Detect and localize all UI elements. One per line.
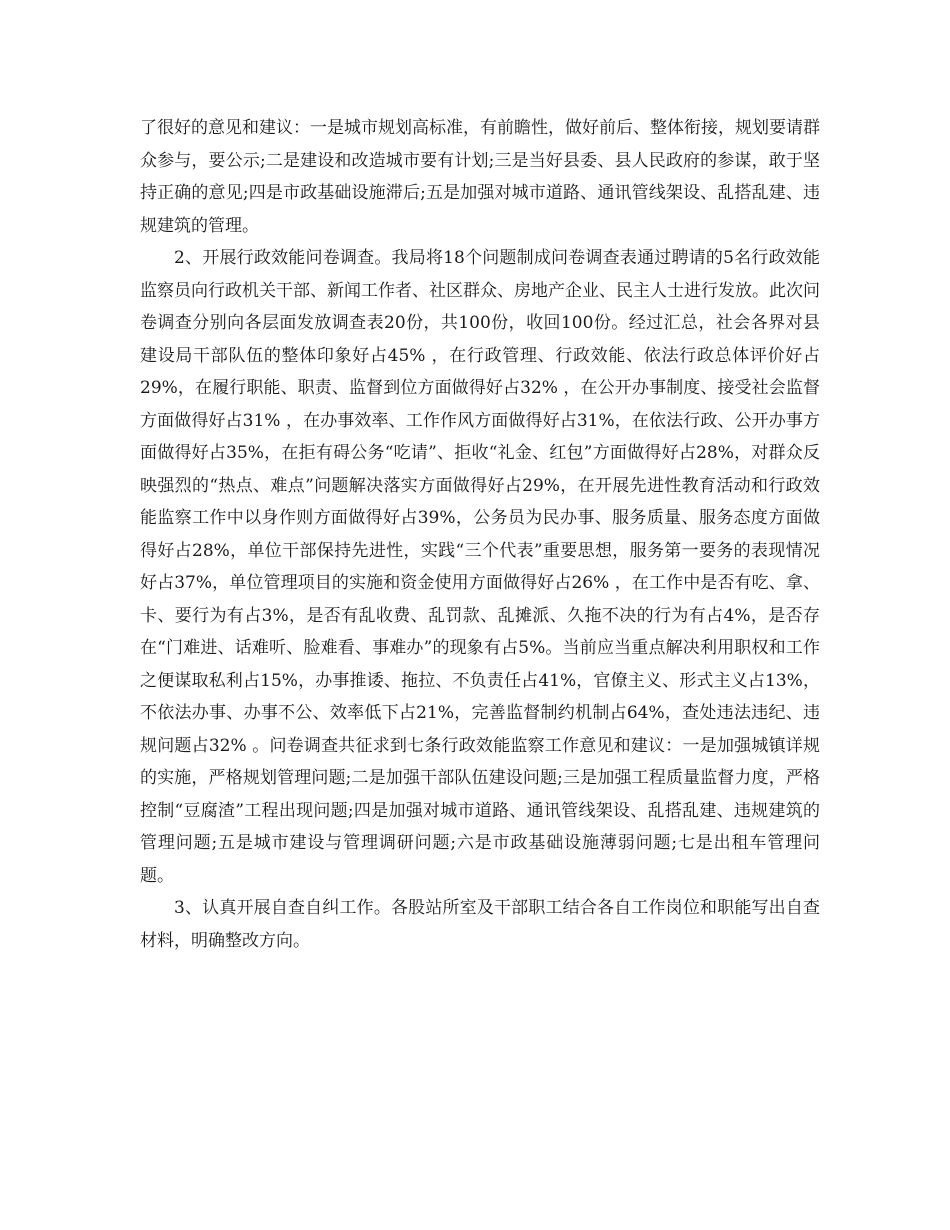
paragraph-opinions-continued: 了很好的意见和建议：一是城市规划高标准，有前瞻性，做好前后、整体衔接，规划要请群众参与，要公示;二是建设和改造城市要有计划;三是当好县委、县人民政府的参谋，敢于坚持正确的意见;四是市政基础设施滞后;五是加强对城市道路、通讯管线架设、乱搭乱建、违规建筑的管理。 xyxy=(140,118,820,236)
document-body xyxy=(140,112,820,957)
paragraph-self-inspection: 3、认真开展自查自纠工作。各股站所室及干部职工结合各自工作岗位和职能写出自查材料，明确整改方向。 xyxy=(140,898,820,951)
paragraph-questionnaire-survey: 2、开展行政效能问卷调查。我局将18个问题制成问卷调查表通过聘请的5名行政效能监察员向行政机关干部、新闻工作者、社区群众、房地产企业、民主人士进行发放。此次问卷调查分别向各层面发放调查表20份，共100份，收回100份。经过汇总，社会各界对县建设局干部队伍的整体印象好占45% ，在行政管理、行政效能、依法行政总体评价好占29%，在履行职能、职责、监督到位方面做得好占32% ，在公开办事制度、接受社会监督方面做得好占31% ，在办事效率、工作作风方面做得好占31%，在依法行政、公开办事方面做得好占35%，在拒有碍公务“吃请”、拒收“礼金、红包”方面做得好占28%，对群众反映强烈的“热点、难点”问题解决落实方面做得好占29%，在开展先进性教育活动和行政效能监察工作中以身作则方面做得好占39%，公务员为民办事、服务质量、服务态度方面做得好占28%，单位干部保持先进性，实践“三个代表”重要思想，服务第一要务的表现情况好占37%，单位管理项目的实施和资金使用方面做得好占26% ，在工作中是否有吃、拿、卡、要行为有占3%，是否有乱收费、乱罚款、乱摊派、久拖不决的行为有占4%，是否存在“门难进、话难听、脸难看、事难办”的现象有占5%。当前应当重点解决利用职权和工作之便谋取私利占15%，办事推诿、拖拉、不负责任占41%，官僚主义、形式主义占13%，不依法办事、办事不公、效率低下占21%，完善监督制约机制占64%，查处违法违纪、违规问题占32% 。问卷调查共征求到七条行政效能监察工作意见和建议：一是加强城镇详规的实施，严格规划管理问题;二是加强干部队伍建设问题;三是加强工程质量监督力度，严格控制“豆腐渣”工程出现问题;四是加强对城市道路、通讯管线架设、乱搭乱建、违规建筑的管理问题;五是城市建设与管理调研问题;六是市政基础设施薄弱问题;七是出租车管理问题。 xyxy=(140,248,820,886)
